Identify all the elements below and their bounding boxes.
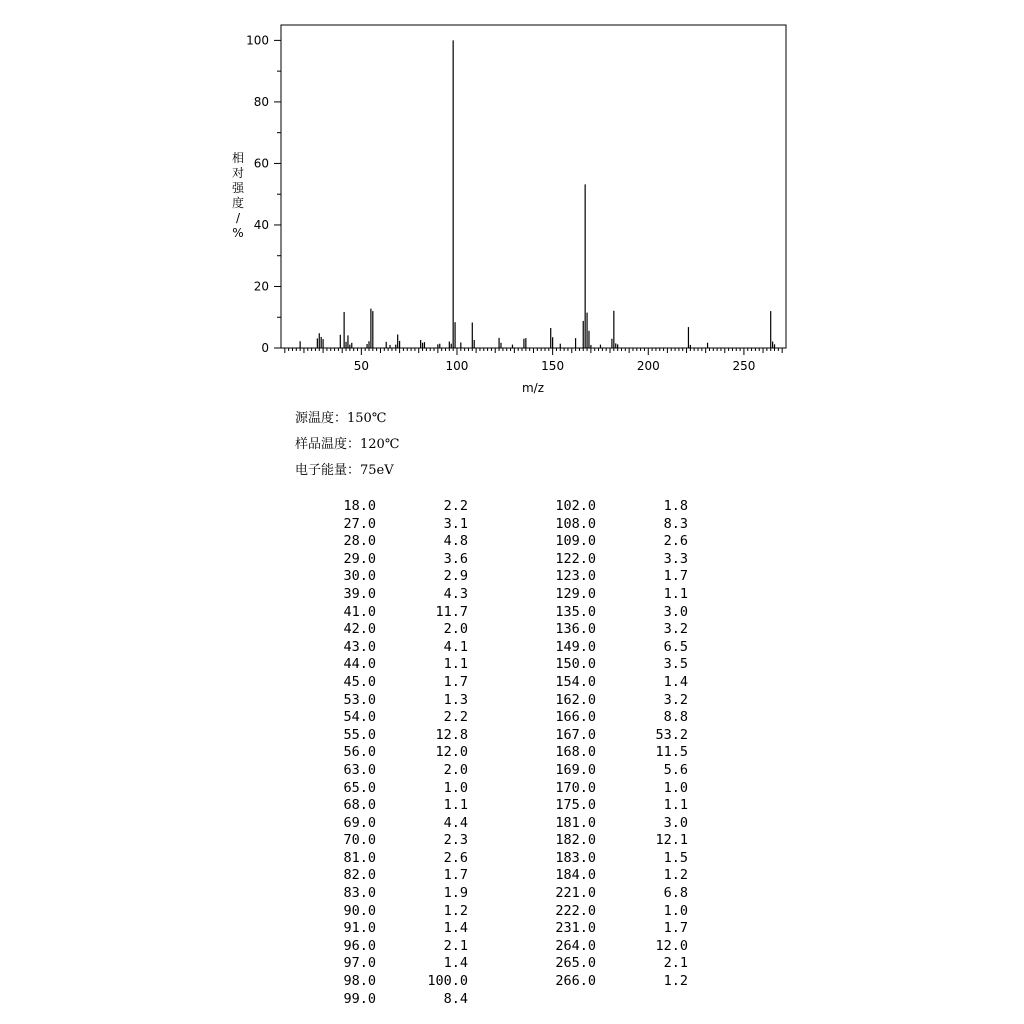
peak-mz: 70.0 [343,832,376,849]
peak-mz: 29.0 [343,550,376,567]
peak-abundance: 1.1 [443,797,468,814]
peak-mz: 102.0 [555,498,596,514]
peak-mz: 18.0 [343,498,376,514]
peak-table-row [520,656,730,674]
peak-table-right [520,498,730,991]
peak-abundance: 3.1 [443,515,468,532]
x-tick-label: 100 [445,359,469,373]
peak-mz: 166.0 [555,709,596,726]
peak-mz: 129.0 [555,585,596,602]
peak-table-row [520,762,730,780]
peak-abundance: 1.0 [663,902,688,919]
electron-energy: 电子能量：75eV [295,463,394,478]
peak-table-row [300,692,510,710]
peak-abundance: 1.7 [443,673,468,690]
peak-abundance: 1.2 [663,973,688,990]
peak-abundance: 3.0 [663,814,688,831]
peak-table-row [520,692,730,710]
peak-mz: 122.0 [555,550,596,567]
peak-table-row [300,850,510,868]
peak-mz: 167.0 [555,726,596,743]
peak-table-row [520,780,730,798]
peak-abundance: 2.0 [443,621,468,638]
sample-temperature: 样品温度：120℃ [295,437,400,452]
peak-mz: 182.0 [555,832,596,849]
peak-abundance: 1.0 [443,779,468,796]
peak-abundance: 2.0 [443,761,468,778]
y-tick-label: 20 [253,279,269,294]
peak-mz: 265.0 [555,955,596,972]
peak-mz: 65.0 [343,779,376,796]
peak-table-row [520,867,730,885]
peak-mz: 91.0 [343,920,376,937]
peak-abundance: 2.3 [443,832,468,849]
y-tick-label: 40 [253,217,269,232]
peak-mz: 43.0 [343,638,376,655]
peak-mz: 55.0 [343,726,376,743]
peak-mz: 222.0 [555,902,596,919]
peak-abundance: 1.2 [663,867,688,884]
peak-abundance: 1.2 [443,902,468,919]
peak-table-row [520,744,730,762]
peak-table-row [520,885,730,903]
peak-table-row [520,815,730,833]
peak-abundance: 11.5 [655,744,688,761]
peak-table-row [300,991,510,1009]
peak-mz: 53.0 [343,691,376,708]
peak-mz: 181.0 [555,814,596,831]
peak-table-row [520,955,730,973]
y-tick-label: 100 [246,33,269,48]
peak-abundance: 6.8 [663,885,688,902]
peak-abundance: 1.4 [443,955,468,972]
peak-mz: 264.0 [555,937,596,954]
source-temperature: 源温度：150℃ [295,411,387,426]
peak-table-row [300,727,510,745]
peak-table-row [300,656,510,674]
peak-table-row [520,498,730,516]
peak-abundance: 1.1 [663,585,688,602]
peak-mz: 27.0 [343,515,376,532]
peak-mz: 81.0 [343,849,376,866]
peak-table-row [300,832,510,850]
peak-mz: 98.0 [343,973,376,990]
peak-abundance: 2.1 [663,955,688,972]
x-tick-label: 200 [636,359,660,373]
peak-abundance: 2.2 [443,498,468,514]
peak-mz: 150.0 [555,656,596,673]
peak-table-row [520,516,730,534]
peak-mz: 69.0 [343,814,376,831]
peak-abundance: 1.4 [443,920,468,937]
peak-table-row [520,727,730,745]
y-axis-label: 相对强度/ % [231,151,245,240]
peak-abundance: 3.2 [663,691,688,708]
peak-mz: 136.0 [555,621,596,638]
instrument-conditions [295,406,399,484]
peak-abundance: 1.7 [663,920,688,937]
peak-mz: 42.0 [343,621,376,638]
peak-abundance: 3.5 [663,656,688,673]
peak-abundance: 2.6 [443,849,468,866]
peak-abundance: 1.3 [443,691,468,708]
y-tick-label: 80 [253,94,269,109]
peak-table-row [300,867,510,885]
peak-mz: 109.0 [555,533,596,550]
peak-table-row [300,955,510,973]
peak-abundance: 3.0 [663,603,688,620]
peak-abundance: 2.9 [443,568,468,585]
peak-mz: 162.0 [555,691,596,708]
peak-abundance: 3.6 [443,550,468,567]
peak-abundance: 5.6 [663,761,688,778]
peak-table-row [520,674,730,692]
peak-abundance: 100.0 [427,973,468,990]
peak-mz: 45.0 [343,673,376,690]
peak-abundance: 4.3 [443,585,468,602]
peak-abundance: 2.6 [663,533,688,550]
peak-table-row [300,674,510,692]
peak-abundance: 3.3 [663,550,688,567]
peak-abundance: 1.8 [663,498,688,514]
peak-mz: 39.0 [343,585,376,602]
peak-table-row [300,621,510,639]
peak-table-row [520,832,730,850]
peak-table-row [520,568,730,586]
peak-abundance: 6.5 [663,638,688,655]
peak-abundance: 8.8 [663,709,688,726]
peak-table-row [300,762,510,780]
peak-mz: 231.0 [555,920,596,937]
x-axis-label: m/z [521,381,545,395]
peak-mz: 44.0 [343,656,376,673]
peak-table-row [520,938,730,956]
peak-mz: 108.0 [555,515,596,532]
y-axis [246,33,281,355]
peak-table-row [520,903,730,921]
peak-abundance: 1.7 [443,867,468,884]
peak-table-row [300,498,510,516]
peak-abundance: 1.4 [663,673,688,690]
peak-mz: 54.0 [343,709,376,726]
peak-mz: 221.0 [555,885,596,902]
peak-table-row [300,920,510,938]
plot-frame [281,25,786,348]
peak-mz: 41.0 [343,603,376,620]
peak-mz: 183.0 [555,849,596,866]
x-tick-label: 250 [732,359,756,373]
peak-abundance: 1.5 [663,849,688,866]
peak-abundance: 12.0 [435,744,468,761]
peak-mz: 123.0 [555,568,596,585]
peak-mz: 184.0 [555,867,596,884]
peak-table-row [520,850,730,868]
peak-mz: 28.0 [343,533,376,550]
peak-abundance: 1.1 [663,797,688,814]
peak-table-row [300,903,510,921]
peak-table-row [300,639,510,657]
peak-abundance: 1.1 [443,656,468,673]
peak-abundance: 12.1 [655,832,688,849]
peak-mz: 83.0 [343,885,376,902]
peak-mz: 154.0 [555,673,596,690]
y-tick-label: 0 [261,341,269,355]
peak-abundance: 2.1 [443,937,468,954]
peak-table-row [520,920,730,938]
peak-table-row [520,551,730,569]
peak-mz: 135.0 [555,603,596,620]
peak-table-row [300,938,510,956]
peak-bars [300,40,774,348]
peak-table-row [300,744,510,762]
peak-mz: 175.0 [555,797,596,814]
peak-abundance: 1.7 [663,568,688,585]
peak-abundance: 11.7 [435,603,468,620]
peak-mz: 63.0 [343,761,376,778]
peak-table-row [520,604,730,622]
peak-table-row [300,815,510,833]
peak-table-row [300,885,510,903]
peak-abundance: 4.1 [443,638,468,655]
peak-table-row [300,797,510,815]
peak-abundance: 3.2 [663,621,688,638]
peak-abundance: 12.8 [435,726,468,743]
peak-table-row [300,533,510,551]
peak-mz: 266.0 [555,973,596,990]
peak-table-row [520,586,730,604]
peak-table-row [520,621,730,639]
peak-abundance: 2.2 [443,709,468,726]
peak-mz: 56.0 [343,744,376,761]
peak-table-left [300,498,510,1008]
peak-table-row [300,604,510,622]
peak-table-row [300,973,510,991]
x-tick-label: 50 [353,359,369,373]
peak-mz: 82.0 [343,867,376,884]
mass-spectrum-chart [0,0,1024,400]
peak-abundance: 1.9 [443,885,468,902]
peak-mz: 96.0 [343,937,376,954]
peak-abundance: 53.2 [655,726,688,743]
peak-mz: 168.0 [555,744,596,761]
peak-mz: 169.0 [555,761,596,778]
peak-table-row [300,709,510,727]
x-tick-label: 150 [541,359,565,373]
y-tick-label: 60 [253,156,269,171]
peak-abundance: 1.0 [663,779,688,796]
peak-abundance: 4.8 [443,533,468,550]
peak-table-row [520,639,730,657]
peak-mz: 30.0 [343,568,376,585]
peak-mz: 99.0 [343,990,376,1007]
peak-table-row [520,797,730,815]
peak-table-row [300,586,510,604]
peak-mz: 97.0 [343,955,376,972]
peak-table-row [300,780,510,798]
peak-table-row [300,551,510,569]
peak-table-row [300,568,510,586]
peak-table-row [300,516,510,534]
peak-mz: 149.0 [555,638,596,655]
peak-abundance: 4.4 [443,814,468,831]
x-axis [285,348,782,373]
peak-abundance: 12.0 [655,937,688,954]
peak-abundance: 8.4 [443,990,468,1007]
peak-table-row [520,533,730,551]
peak-mz: 170.0 [555,779,596,796]
peak-mz: 68.0 [343,797,376,814]
peak-mz: 90.0 [343,902,376,919]
peak-table-row [520,973,730,991]
peak-abundance: 8.3 [663,515,688,532]
peak-table-row [520,709,730,727]
